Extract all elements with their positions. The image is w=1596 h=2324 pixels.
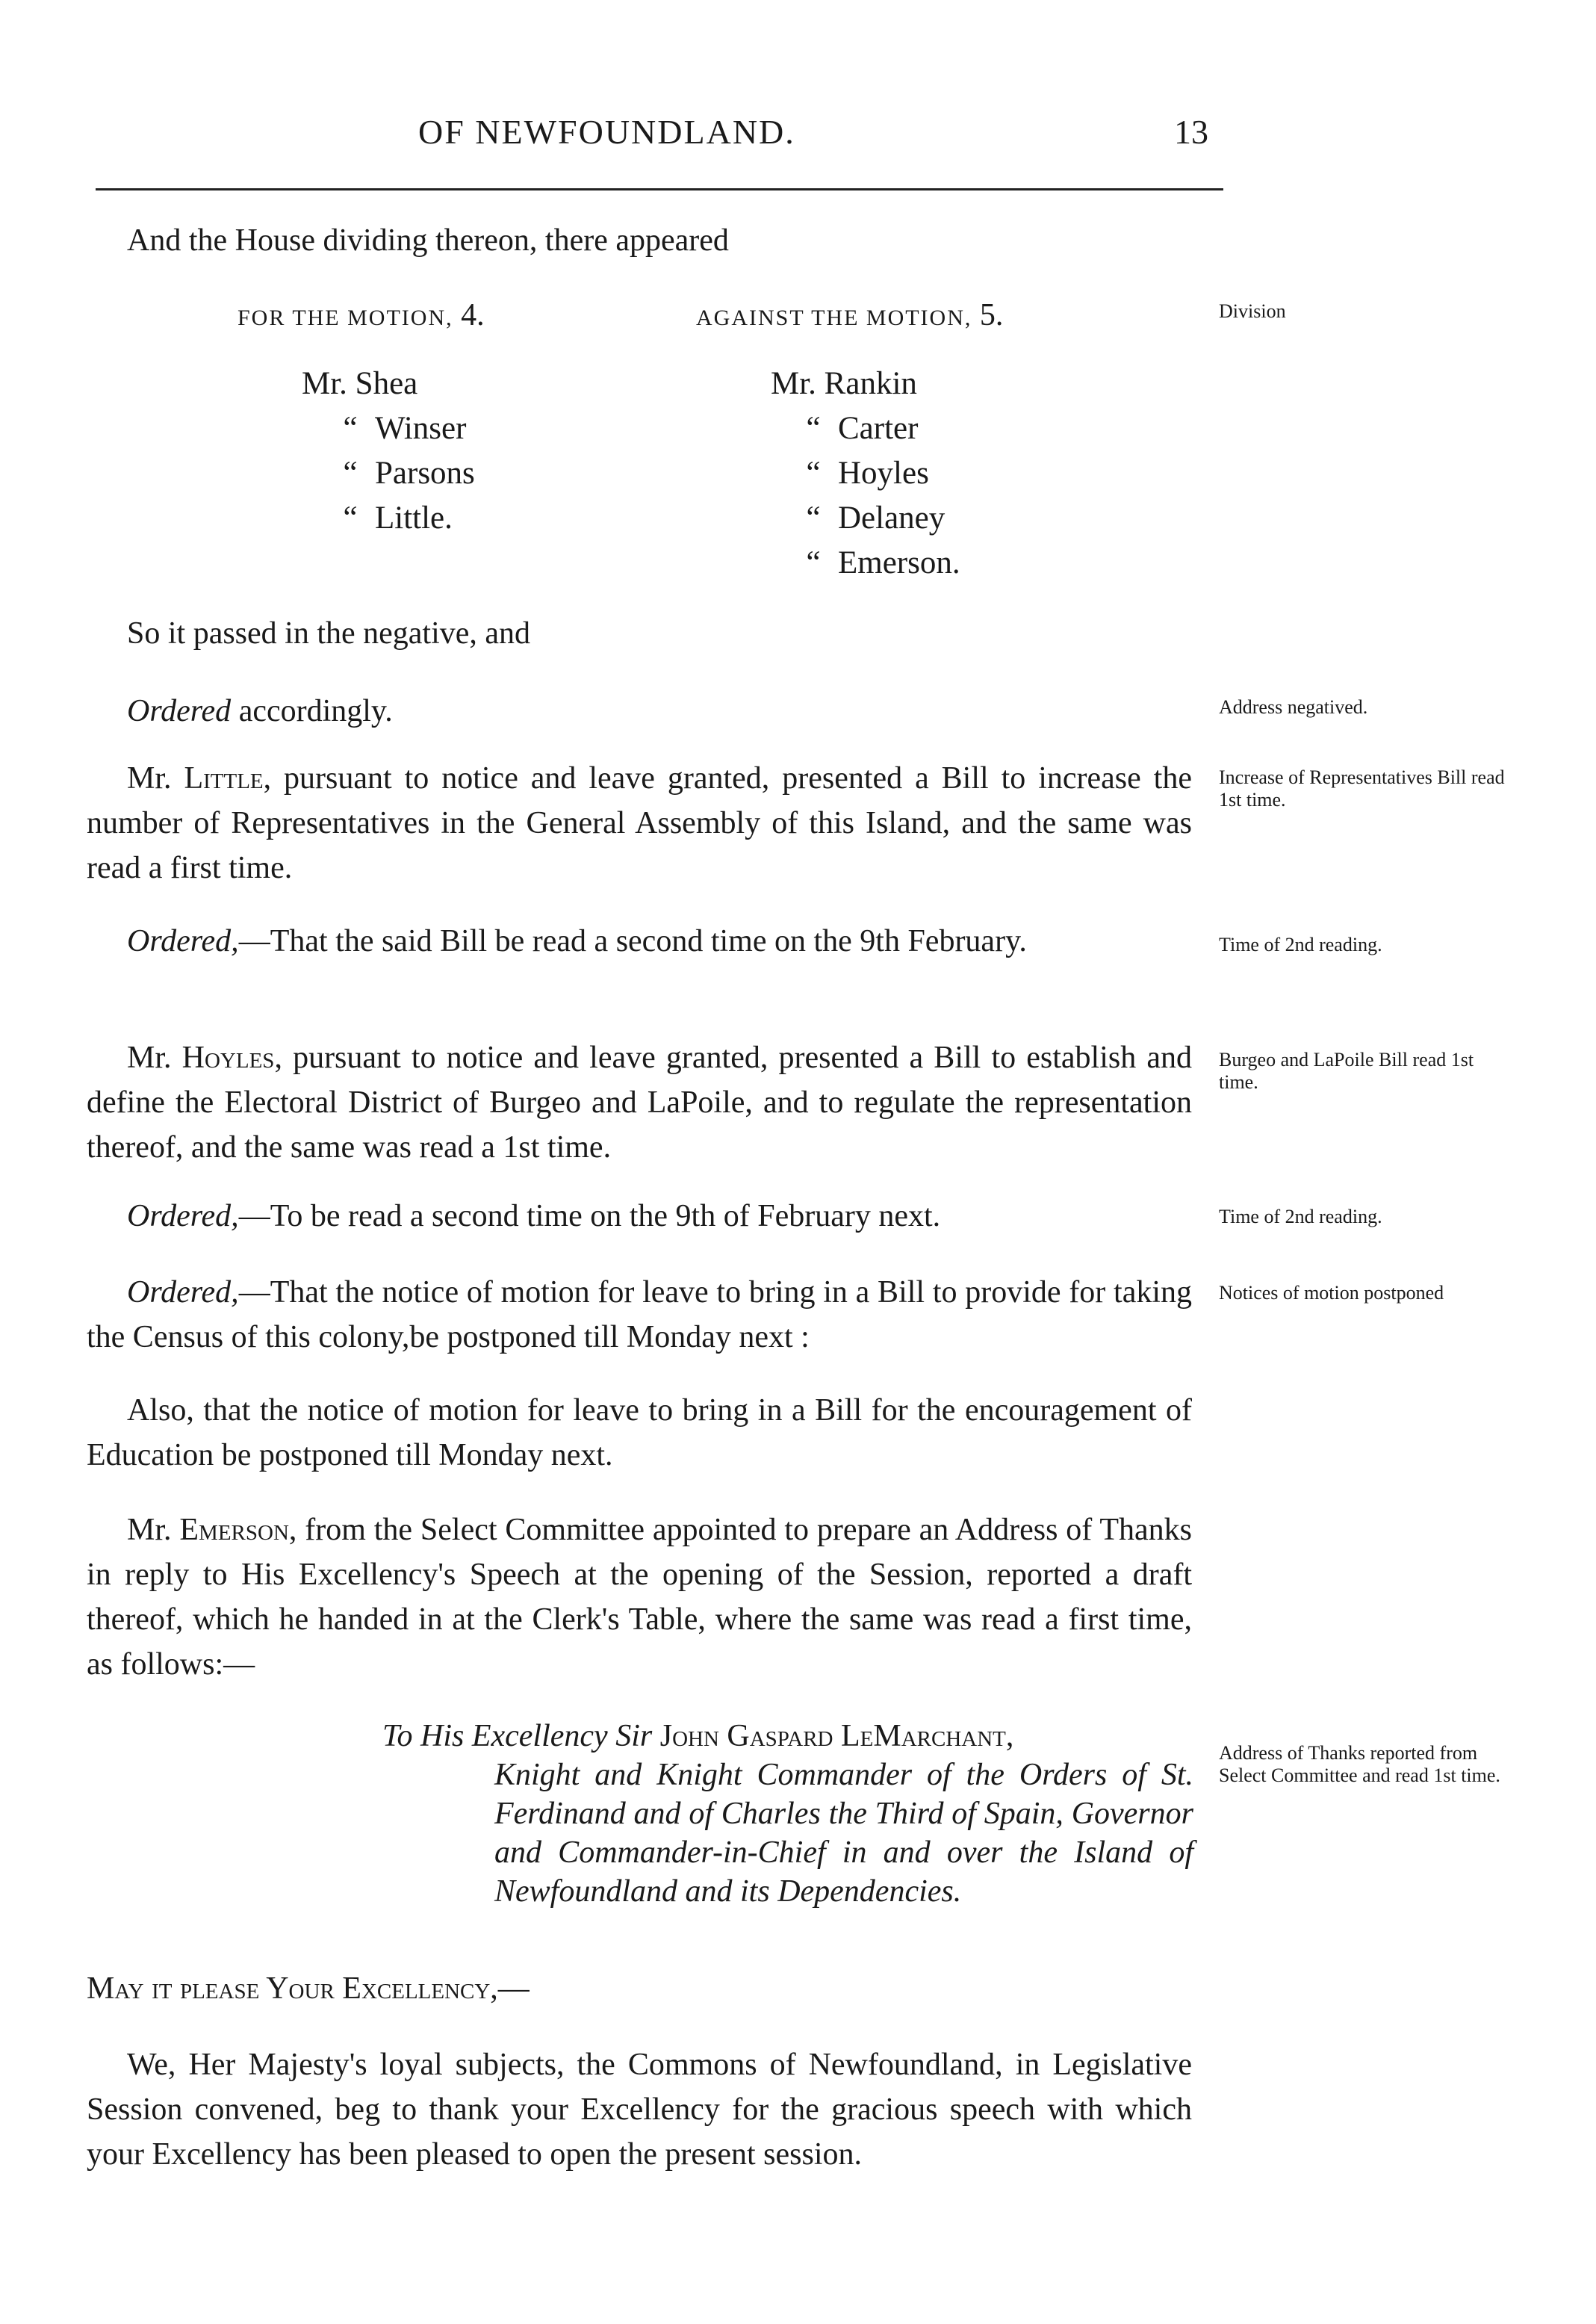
paragraph-education: Also, that the notice of motion for leave to bring in a Bill for the encouragement of Education be postponed till Monday next. — [87, 1393, 1192, 1472]
paragraph-little: Mr. Little, pursuant to notice and leave granted, presented a Bill to increase the number of Representatives in the General Assembly of this Island, and the same was read a first time. — [87, 761, 1192, 885]
against-member: “ Delaney — [806, 501, 946, 536]
against-member: “ Carter — [806, 411, 919, 446]
margin-note-notices: Notices of motion postponed — [1219, 1282, 1444, 1304]
against-label: AGAINST THE MOTION, — [696, 306, 972, 330]
margin-note-time-2nd-a: Time of 2nd reading. — [1219, 934, 1382, 955]
for-member: Mr. Shea — [302, 366, 418, 401]
margin-note-burgeo: Burgeo and LaPoile Bill read 1st time. — [1219, 1049, 1474, 1093]
for-member: “ Winser — [343, 411, 467, 446]
paragraph-emerson: Mr. Emerson, from the Select Committee appointed to prepare an Address of Thanks in reply to His Excellency's Speech at the opening of the Session, reported a draft thereof, which he handed in at the Clerk's Table, where the same was read a first time, as follows:— — [87, 1513, 1193, 1682]
margin-note-time-2nd-b: Time of 2nd reading. — [1219, 1206, 1382, 1227]
address-heading-body: Knight and Knight Commander of the Orders of St. Ferdinand and of Charles the Third of Spain, Governor and Commander-in-Chief in and over the Island of Newfoundland and its Dependencies. — [494, 1758, 1193, 1909]
paragraph-hoyles: Mr. Hoyles, pursuant to notice and leave granted, presented a Bill to establish and define the Electoral District of Burgeo and LaPoile, and to regulate the representation thereof, and the same was read a 1st time. — [87, 1041, 1193, 1165]
division-intro: And the House dividing thereon, there appeared — [127, 223, 729, 258]
against-member: “ Emerson. — [806, 545, 960, 580]
paragraph-we: We, Her Majesty's loyal subjects, the Commons of Newfoundland, in Legislative Session convened, beg to thank your Excellency for the gracious speech with which your Excellency has been pleased to open the present session. — [87, 2048, 1192, 2172]
paragraph-ordered-february: Ordered,—To be read a second time on the 9th of February next. — [127, 1199, 941, 1233]
for-member: “ Parsons — [343, 456, 475, 491]
against-member: “ Hoyles — [806, 456, 929, 491]
negative-line: So it passed in the negative, and — [127, 616, 531, 651]
margin-note-address-thanks: Address of Thanks reported from Select Committee and read 1st time. — [1219, 1742, 1500, 1786]
ordered-accordingly: Ordered accordingly. — [127, 694, 393, 728]
margin-note-division: Division — [1219, 300, 1286, 322]
for-label: FOR THE MOTION, — [237, 306, 453, 330]
page-number: 13 — [1174, 113, 1208, 151]
margin-note-increase: Increase of Representatives Bill read 1st time. — [1219, 766, 1505, 811]
for-heading — [237, 293, 485, 341]
paragraph-census: Ordered,—That the notice of motion for leave to bring in a Bill to provide for taking the Census of this colony,be postponed till Monday next : — [87, 1275, 1192, 1354]
margin-note-address-negatived: Address negatived. — [1219, 696, 1368, 718]
salutation: May it please Your Excellency,— — [87, 1971, 530, 2006]
page-running-title: OF NEWFOUNDLAND. — [418, 113, 795, 151]
address-heading-line: To His Excellency Sir John Gaspard LeMarchant, — [382, 1719, 1014, 1753]
against-count: 5. — [979, 298, 1004, 332]
against-member: Mr. Rankin — [771, 366, 917, 401]
paragraph-ordered-second-reading: Ordered,—That the said Bill be read a second time on the 9th February. — [127, 924, 1027, 958]
header-rule — [96, 188, 1223, 190]
against-heading — [696, 293, 1003, 341]
for-member: “ Little. — [343, 501, 453, 536]
for-count: 4. — [461, 298, 485, 332]
